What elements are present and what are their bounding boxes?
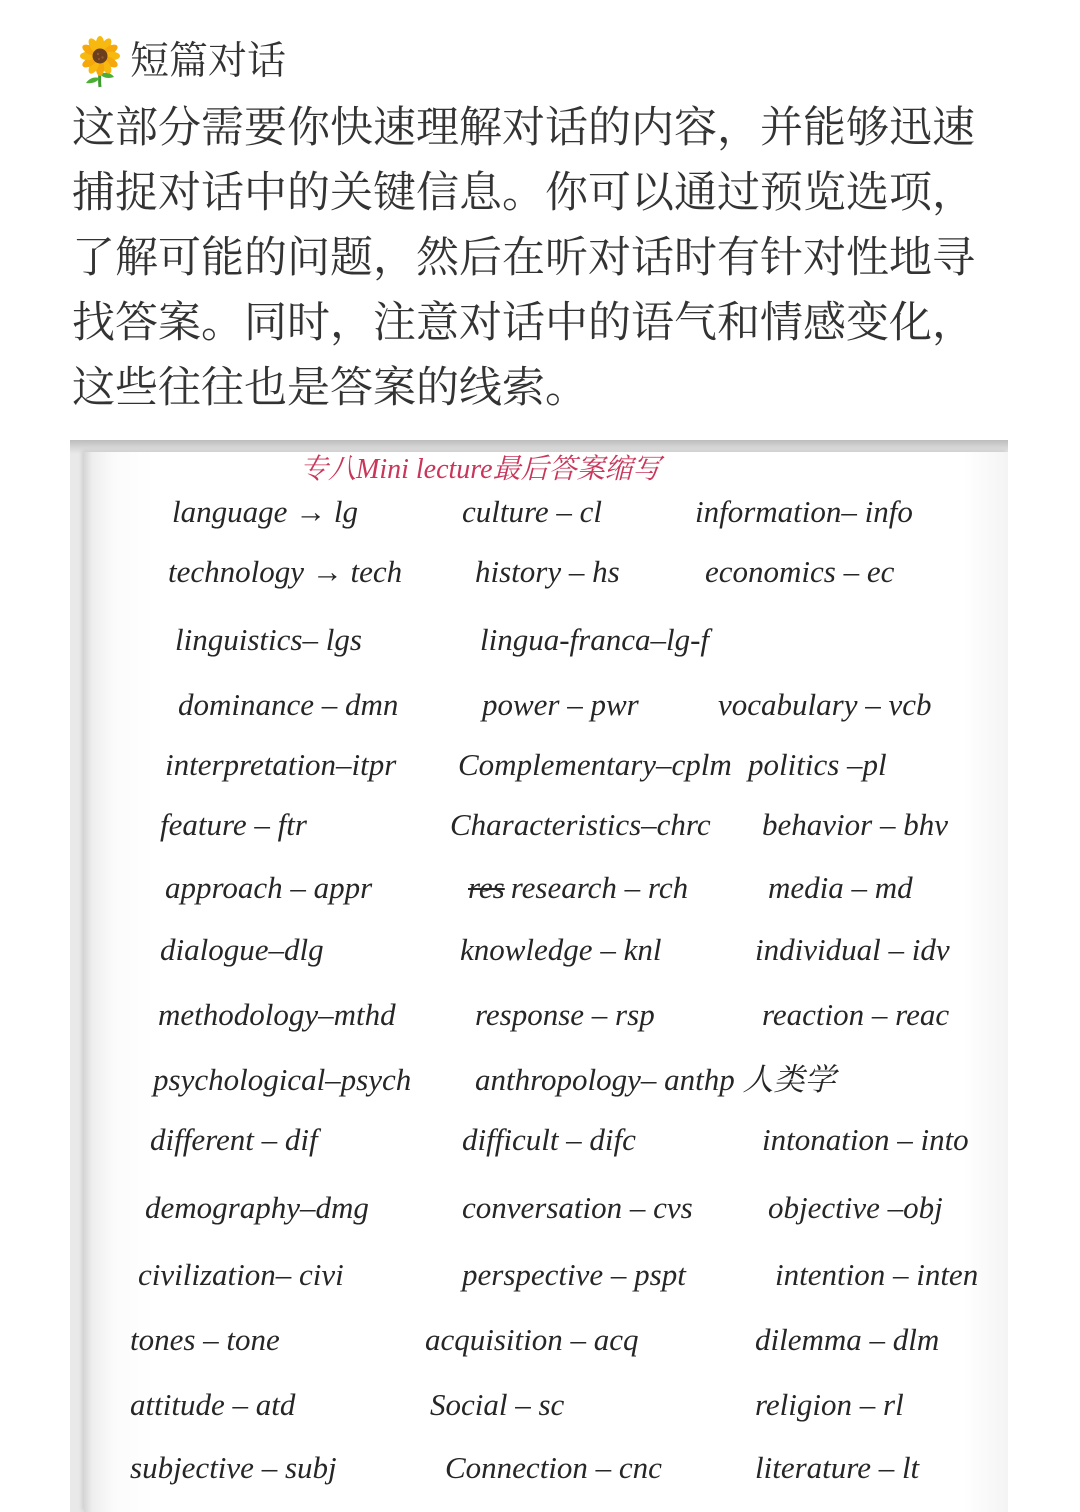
note-entry (468, 868, 688, 908)
note-entry: Characteristics–chrc (450, 807, 711, 842)
note-entry: Connection – cnc (445, 1450, 662, 1485)
post-body-line: 了解可能的问题，然后在听对话时有针对性地寻 (72, 234, 975, 282)
note-entry: politics –pl (748, 747, 887, 782)
note-entry: methodology–mthd (158, 997, 396, 1032)
post-body (72, 96, 1032, 421)
post-title: 短篇对话 (130, 40, 287, 83)
note-entry: civilization– civi (138, 1257, 344, 1292)
note-entry: Social – sc (430, 1387, 565, 1422)
note-entry: individual – idv (755, 932, 950, 967)
note-entry: dominance – dmn (178, 687, 399, 722)
note-entry: different – dif (150, 1122, 318, 1157)
note-entry-text: research – rch (510, 870, 689, 905)
note-entry: approach – appr (165, 870, 373, 905)
note-entry: anthropology– anthp 人类学 (475, 1062, 836, 1097)
note-entry: demography–dmg (145, 1190, 369, 1225)
post-body-line: 这部分需要你快速理解对话的内容，并能够迅速 (72, 104, 975, 152)
post-body-line: 这些往往也是答案的线索。 (72, 364, 588, 412)
note-entry: subjective – subj (130, 1450, 337, 1485)
post-body-line: 捕捉对话中的关键信息。你可以通过预览选项， (72, 169, 975, 217)
note-entry: economics – ec (705, 554, 895, 589)
sunflower-icon (76, 36, 124, 88)
post-photo[interactable] (70, 440, 1008, 1512)
note-entry: feature – ftr (160, 807, 307, 842)
note-entry: reaction – reac (762, 997, 950, 1032)
note-entry: difficult – difc (462, 1122, 636, 1157)
note-entry: intention – inten (775, 1257, 979, 1292)
note-entry: media – md (768, 870, 913, 905)
note-entry: Complementary–cplm (458, 747, 732, 782)
note-entry: acquisition – acq (425, 1322, 639, 1357)
note-entry: interpretation–itpr (165, 747, 397, 782)
note-entry: religion – rl (755, 1387, 904, 1422)
note-entry: information– info (695, 494, 913, 529)
note-heading: 专八Mini lecture最后答案缩写 (300, 454, 661, 485)
note-entry: attitude – atd (130, 1387, 296, 1422)
note-entry: dialogue–dlg (160, 932, 324, 967)
note-entry: language → lg (172, 494, 358, 529)
note-entry: technology → tech (168, 554, 403, 589)
crossed-out-text: res (468, 870, 505, 905)
post-title-row (76, 36, 286, 88)
note-entry: behavior – bhv (762, 807, 948, 842)
note-entry: lingua-franca–lg-f (480, 622, 710, 657)
note-entry: vocabulary – vcb (718, 687, 932, 722)
note-entry: psychological–psych (153, 1062, 412, 1097)
note-entry: history – hs (475, 554, 620, 589)
note-entry: intonation – into (762, 1122, 969, 1157)
note-entry: conversation – cvs (462, 1190, 693, 1225)
note-entry: literature – lt (755, 1450, 920, 1485)
note-entry: objective –obj (768, 1190, 943, 1225)
note-entry: power – pwr (482, 687, 639, 722)
note-entry: knowledge – knl (460, 932, 662, 967)
note-entry: linguistics– lgs (175, 622, 362, 657)
note-entry: dilemma – dlm (755, 1322, 940, 1357)
post-body-line: 找答案。同时，注意对话中的语气和情感变化， (72, 299, 975, 347)
note-entry: perspective – pspt (462, 1257, 686, 1292)
note-entry: culture – cl (462, 494, 603, 529)
note-entry: tones – tone (130, 1322, 280, 1357)
note-entry: response – rsp (475, 997, 655, 1032)
